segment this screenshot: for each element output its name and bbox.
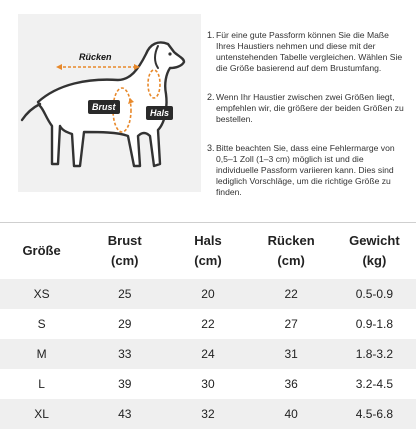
note-text: Wenn Ihr Haustier zwischen zwei Größen liegt, empfehlen wir, die größere der beiden Größen zu bestellen. [216, 92, 404, 124]
header-chest [83, 223, 166, 280]
cell-back: 36 [250, 369, 333, 399]
dog-measurement-illustration [18, 14, 201, 192]
measurement-notes [207, 30, 407, 216]
neck-label: Hals [146, 106, 173, 120]
table-row [0, 369, 416, 399]
cell-size: M [0, 339, 83, 369]
header-line: Gewicht [349, 233, 400, 248]
cell-weight: 4.5-6.8 [333, 399, 416, 429]
header-line: Größe [22, 243, 61, 258]
header-line: Brust [107, 233, 142, 248]
header-size [0, 223, 83, 280]
cell-back: 27 [250, 309, 333, 339]
note-number: 2. [207, 92, 215, 102]
header-weight [333, 223, 416, 280]
cell-neck: 20 [166, 279, 249, 309]
cell-chest: 43 [83, 399, 166, 429]
header-unit: (cm) [111, 253, 139, 268]
cell-chest: 39 [83, 369, 166, 399]
header-line: Rücken [267, 233, 315, 248]
table-row [0, 309, 416, 339]
header-unit: (kg) [362, 253, 387, 268]
cell-back: 31 [250, 339, 333, 369]
cell-chest: 33 [83, 339, 166, 369]
table-row [0, 279, 416, 309]
table-row [0, 339, 416, 369]
cell-neck: 32 [166, 399, 249, 429]
cell-neck: 22 [166, 309, 249, 339]
cell-size: S [0, 309, 83, 339]
back-label: Rücken [79, 52, 112, 62]
cell-size: L [0, 369, 83, 399]
note-text: Bitte beachten Sie, dass eine Fehlermarge von 0,5–1 Zoll (1–3 cm) möglich ist und die individuelle Passform variieren kann. Dies sind lediglich Vorschläge, um die richtige Größe zu finden. [216, 143, 395, 197]
header-line: Hals [194, 233, 222, 248]
cell-weight: 3.2-4.5 [333, 369, 416, 399]
cell-back: 22 [250, 279, 333, 309]
cell-chest: 29 [83, 309, 166, 339]
header-unit: (cm) [194, 253, 222, 268]
cell-chest: 25 [83, 279, 166, 309]
cell-size: XL [0, 399, 83, 429]
note-number: 1. [207, 30, 215, 40]
note-number: 3. [207, 143, 215, 153]
table-row [0, 399, 416, 429]
cell-weight: 1.8-3.2 [333, 339, 416, 369]
note-2 [207, 92, 407, 125]
chest-label: Brust [88, 100, 120, 114]
size-table [0, 222, 416, 421]
table-header-row [0, 223, 416, 280]
header-back [250, 223, 333, 280]
cell-size: XS [0, 279, 83, 309]
header-neck [166, 223, 249, 280]
note-3 [207, 143, 407, 198]
cell-weight: 0.5-0.9 [333, 279, 416, 309]
note-1 [207, 30, 407, 74]
cell-weight: 0.9-1.8 [333, 309, 416, 339]
header-unit: (cm) [277, 253, 305, 268]
note-text: Für eine gute Passform können Sie die Maße Ihres Haustiers nehmen und diese mit der untenstehenden Tabelle vergleichen. Wählen Sie die Größe basierend auf dem Brustumfang. [216, 30, 403, 73]
cell-neck: 24 [166, 339, 249, 369]
cell-back: 40 [250, 399, 333, 429]
cell-neck: 30 [166, 369, 249, 399]
